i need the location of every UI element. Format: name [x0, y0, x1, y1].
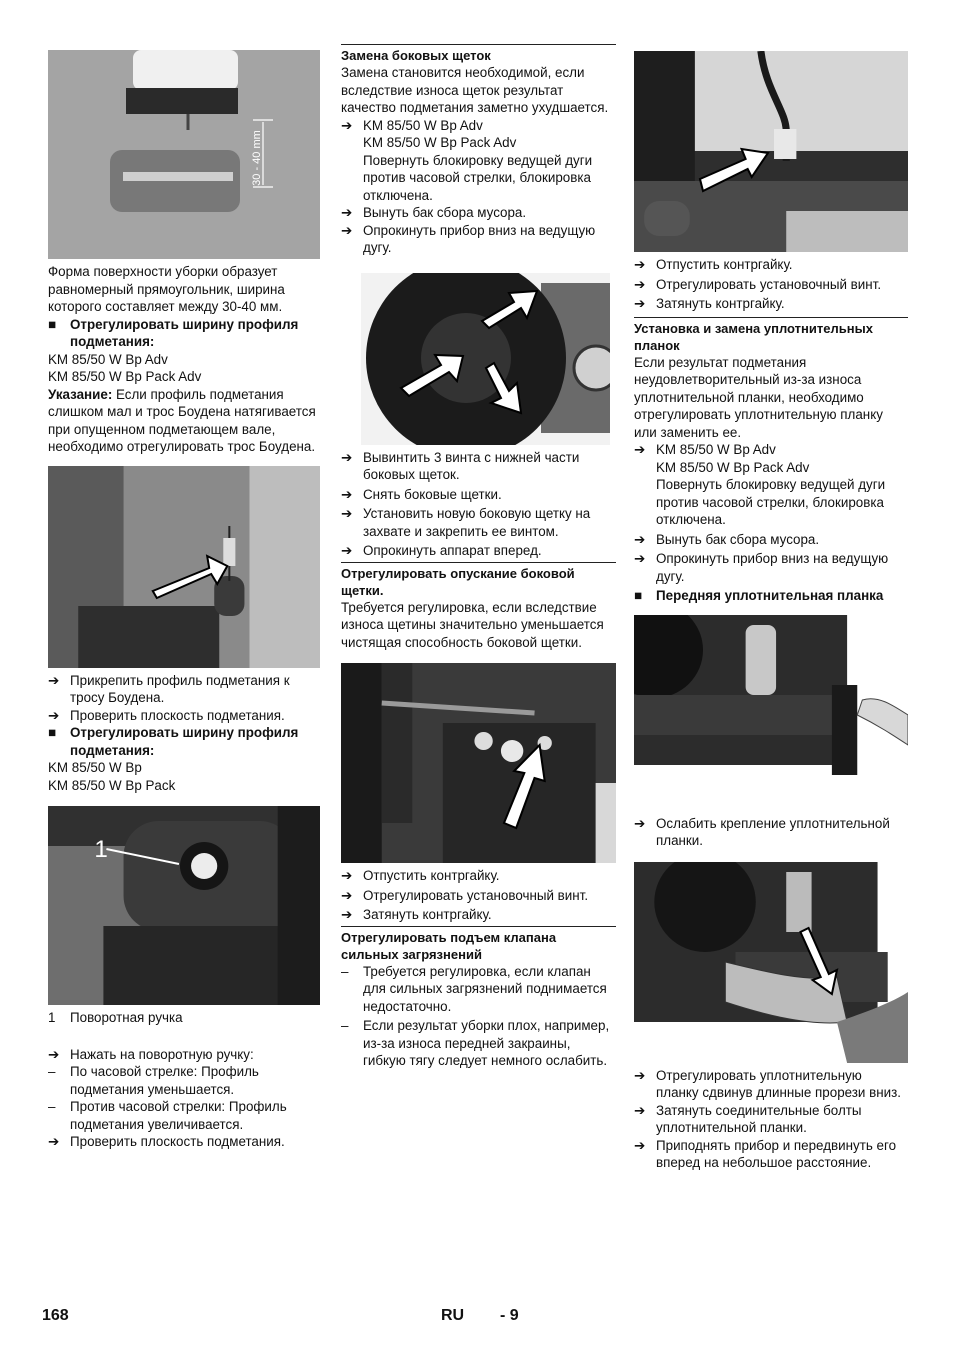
dash-item: Против часовой стрелки: Профиль подметания увеличивается. [70, 1099, 287, 1132]
bullet-square-icon: ■ [48, 316, 57, 332]
model-label: KM 85/50 W Bp Pack Adv [656, 459, 810, 475]
paragraph: Требуется регулировка, если вследствие износа щетины значительно уменьшается чистящая способность боковой щетки. [341, 599, 604, 650]
step-text: KM 85/50 W Bp Adv [656, 442, 776, 457]
section-heading: Установка и замена уплотнительных планок [634, 317, 908, 354]
step-text: Опрокинуть прибор вниз на ведущую дугу. [656, 551, 889, 584]
arrow-right-icon: ➔ [634, 442, 646, 457]
heading-sweep-width: Отрегулировать ширину профиля подметания: [70, 316, 299, 349]
counter-nut-photo [634, 51, 908, 252]
model-label: KM 85/50 W Bp Pack Adv [363, 135, 517, 150]
step-text: Вынуть бак сбора мусора. [656, 531, 820, 547]
arrow-right-icon: ➔ [341, 506, 353, 521]
paragraph: Если результат подметания неудовлетворительный из-за износа уплотнительной планки, необходимо отрегулировать уплотнительную планку или заменить ее. [634, 354, 883, 440]
step-detail: Повернуть блокировку ведущей дуги против часовой стрелки, блокировка отключена. [656, 477, 886, 527]
arrow-right-icon: ➔ [634, 276, 646, 292]
arrow-right-icon: ➔ [341, 486, 353, 502]
arrow-right-icon: ➔ [634, 815, 646, 831]
arrow-right-icon: ➔ [634, 1067, 646, 1083]
section-heading: Отрегулировать подъем клапана сильных загрязнений [341, 926, 616, 963]
dimension-label: 30 - 40 mm [251, 130, 263, 186]
column-1 [48, 44, 320, 1151]
step-text: Затянуть контргайку. [363, 907, 492, 922]
arrow-right-icon: ➔ [48, 672, 60, 688]
model-label: KM 85/50 W Bp Pack [48, 777, 176, 793]
dash-bullet: – [48, 1064, 56, 1079]
arrow-right-icon: ➔ [634, 296, 646, 311]
step-text: Опрокинуть прибор вниз на ведущую дугу. [363, 222, 596, 255]
step-text: Отрегулировать уплотнительную планку сдвинув длинные прорези вниз. [656, 1067, 901, 1100]
step-text: Приподнять прибор и передвинуть его вперед на небольшое расстояние. [656, 1137, 897, 1170]
section-heading: Замена боковых щеток [341, 44, 616, 64]
step-text: Прикрепить профиль подметания к тросу Боудена. [70, 672, 290, 705]
arrow-right-icon: ➔ [48, 1134, 60, 1149]
arrow-right-icon: ➔ [634, 1102, 646, 1118]
model-label: KM 85/50 W Bp Pack Adv [48, 369, 202, 384]
adjusting-screw-photo [341, 663, 616, 863]
arrow-right-icon: ➔ [341, 868, 353, 883]
step-text: Вынуть бак сбора мусора. [363, 205, 527, 220]
step-text: Нажать на поворотную ручку: [70, 1046, 254, 1062]
sweep-pattern-photo [48, 50, 320, 259]
step-text: Установить новую боковую щетку на захвате и закрепить ее винтом. [363, 506, 591, 539]
strip-adjust-photo [634, 862, 908, 1063]
section-heading: Отрегулировать опускание боковой щетки. [341, 562, 616, 599]
legend-number: 1 [48, 1010, 56, 1025]
dash-item: Если результат уборки плох, например, из-за износа передней закраины, гибкую тягу следует немного ослабить. [363, 1018, 610, 1068]
arrow-right-icon: ➔ [341, 887, 353, 903]
callout-number: 1 [94, 836, 108, 863]
result-description: Форма поверхности уборки образует равномерный прямоугольник, ширина которого составляет между 30-40 мм. [48, 264, 285, 314]
bullet-square-icon: ■ [48, 725, 57, 740]
model-label: KM 85/50 W Bp Adv [48, 351, 168, 367]
bullet-square-icon: ■ [634, 588, 643, 603]
note-text: Если профиль подметания слишком мал и трос Боудена натягивается при опущенном подметающем вале, необходимо отрегулировать трос Боудена. [48, 386, 316, 454]
step-text: Снять боковые щетки. [363, 486, 502, 502]
arrow-right-icon: ➔ [48, 1046, 60, 1062]
language-code: RU [441, 1307, 465, 1324]
dash-bullet: – [48, 1099, 56, 1114]
dash-bullet: – [341, 1018, 349, 1033]
heading-front-sealing-strip: Передняя уплотнительная планка [656, 588, 884, 603]
step-text: Отпустить контргайку. [656, 257, 793, 272]
step-text: Проверить плоскость подметания. [70, 707, 285, 723]
paragraph: Замена становится необходимой, если вследствие износа щеток результат качество подметания заметно ухудшается. [341, 65, 609, 115]
rotary-knob-photo [48, 806, 320, 1005]
step-text: Отпустить контргайку. [363, 868, 500, 883]
note-paragraph [48, 386, 320, 456]
arrow-right-icon: ➔ [634, 531, 646, 547]
arrow-right-icon: ➔ [341, 449, 353, 465]
arrow-right-icon: ➔ [341, 907, 353, 922]
page-number: 168 [42, 1307, 69, 1324]
arrow-right-icon: ➔ [48, 707, 60, 723]
step-text: Затянуть соединительные болты уплотнительной планки. [656, 1102, 862, 1135]
step-text: Опрокинуть аппарат вперед. [363, 543, 542, 558]
column-2 [341, 44, 616, 1070]
arrow-right-icon: ➔ [634, 551, 646, 566]
arrow-right-icon: ➔ [341, 222, 353, 238]
step-text: Проверить плоскость подметания. [70, 1134, 285, 1149]
arrow-right-icon: ➔ [634, 1137, 646, 1153]
arrow-right-icon: ➔ [341, 117, 353, 133]
step-text: Отрегулировать установочный винт. [656, 276, 882, 292]
legend-text: Поворотная ручка [70, 1010, 183, 1025]
dash-item: Требуется регулировка, если клапан для сильных загрязнений поднимается недостаточно. [363, 963, 607, 1014]
side-brush-photo [361, 273, 610, 445]
step-text: Вывинтить 3 винта с нижней части боковых щеток. [363, 449, 580, 482]
step-text: Затянуть контргайку. [656, 296, 785, 311]
dash-item: По часовой стрелке: Профиль подметания уменьшается. [70, 1064, 259, 1097]
arrow-right-icon: ➔ [634, 257, 646, 272]
dash-bullet: – [341, 963, 349, 979]
front-strip-photo [634, 615, 908, 777]
column-3 [634, 44, 908, 1172]
note-label: Указание: [48, 386, 113, 402]
arrow-right-icon: ➔ [341, 205, 353, 220]
model-label: KM 85/50 W Bp [48, 760, 142, 775]
heading-sweep-width: Отрегулировать ширину профиля подметания: [70, 725, 299, 758]
step-text: Ослабить крепление уплотнительной планки. [656, 815, 890, 848]
step-text: KM 85/50 W Bp Adv [363, 117, 483, 133]
section-number: - 9 [500, 1307, 519, 1324]
arrow-right-icon: ➔ [341, 543, 353, 558]
step-text: Отрегулировать установочный винт. [363, 887, 589, 903]
step-detail: Повернуть блокировку ведущей дуги против часовой стрелки, блокировка отключена. [363, 152, 593, 203]
bowden-cable-photo [48, 466, 320, 668]
